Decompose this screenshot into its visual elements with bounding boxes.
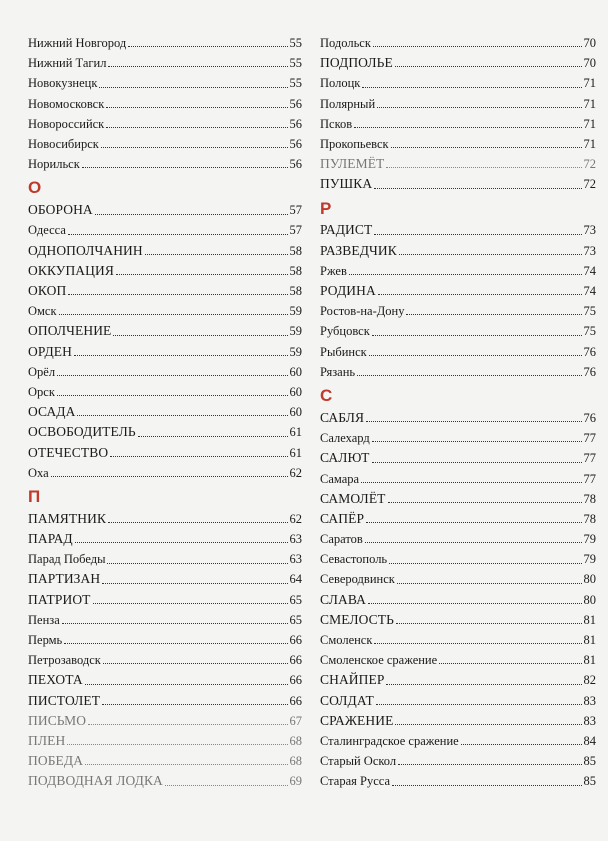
index-entry-term: Рыбинск xyxy=(320,344,367,359)
index-entry xyxy=(320,174,596,194)
dot-leader xyxy=(74,354,288,356)
dot-leader xyxy=(386,683,581,685)
index-entry-term: ПОБЕДА xyxy=(28,753,84,769)
dot-leader xyxy=(113,334,287,336)
index-entry-page-number: 56 xyxy=(289,136,302,151)
index-entry xyxy=(320,281,596,301)
index-entry-term: Старая Русса xyxy=(320,774,391,789)
index-entry xyxy=(28,200,302,220)
index-entry-term: Новомосковск xyxy=(28,96,105,111)
index-entry-page-number: 66 xyxy=(289,693,302,708)
dot-leader xyxy=(57,394,288,396)
index-entry xyxy=(320,53,596,73)
dot-leader xyxy=(95,213,288,215)
index-entry xyxy=(28,590,302,610)
dot-leader xyxy=(398,763,581,765)
dot-leader xyxy=(145,253,288,255)
index-entry-term: Ржев xyxy=(320,263,347,278)
index-entry xyxy=(28,301,302,321)
index-entry-term: ПИСТОЛЕТ xyxy=(28,692,101,708)
index-entry-term: Парад Победы xyxy=(28,552,106,567)
index-entry-page-number: 75 xyxy=(583,324,596,339)
index-entry xyxy=(28,73,302,93)
index-entry xyxy=(320,134,596,154)
dot-leader xyxy=(75,541,288,543)
index-entry-page-number: 55 xyxy=(289,56,302,71)
index-entry xyxy=(28,362,302,382)
index-entry-page-number: 75 xyxy=(583,304,596,319)
dot-leader xyxy=(373,45,582,47)
index-entry-page-number: 66 xyxy=(289,633,302,648)
section-letter-heading: Р xyxy=(320,198,332,218)
index-entry-term: Подольск xyxy=(320,35,371,50)
index-entry-page-number: 84 xyxy=(583,733,596,748)
index-entry-term: Пермь xyxy=(28,633,63,648)
dot-leader xyxy=(108,65,287,67)
index-entry-page-number: 79 xyxy=(583,532,596,547)
index-entry-term: Северодвинск xyxy=(320,572,395,587)
index-entry-term: САПЁР xyxy=(320,510,365,526)
dot-leader xyxy=(51,475,288,477)
dot-leader xyxy=(85,683,288,685)
dot-leader xyxy=(368,602,582,604)
index-entry-page-number: 62 xyxy=(289,511,302,526)
dot-leader xyxy=(374,187,581,189)
index-entry-page-number: 80 xyxy=(583,592,596,607)
section-letter-heading: П xyxy=(28,486,41,506)
dot-leader xyxy=(386,166,581,168)
index-entry xyxy=(28,53,302,73)
dot-leader xyxy=(361,481,581,483)
index-entry xyxy=(320,221,596,241)
index-entry-term: ОТЕЧЕСТВО xyxy=(28,444,109,460)
index-entry-page-number: 61 xyxy=(289,425,302,440)
index-entry-term: Норильск xyxy=(28,157,80,172)
dot-leader xyxy=(68,233,288,235)
index-entry xyxy=(28,261,302,281)
index-entry xyxy=(28,731,302,751)
index-entry-term: ПАРТИЗАН xyxy=(28,571,101,587)
index-entry-page-number: 61 xyxy=(289,445,302,460)
index-entry xyxy=(320,549,596,569)
index-entry xyxy=(320,428,596,448)
index-entry-page-number: 59 xyxy=(289,324,302,339)
index-entry-term: ПИСЬМО xyxy=(28,712,87,728)
dot-leader xyxy=(378,293,582,295)
index-entry-term: Одесса xyxy=(28,223,66,238)
index-entry-page-number: 55 xyxy=(289,35,302,50)
index-entry-page-number: 74 xyxy=(583,263,596,278)
index-entry xyxy=(28,771,302,791)
dot-leader xyxy=(82,166,288,168)
index-entry-page-number: 72 xyxy=(583,177,596,192)
dot-leader xyxy=(106,126,287,128)
index-entry xyxy=(320,751,596,771)
index-entry-page-number: 74 xyxy=(583,284,596,299)
index-entry-term: САБЛЯ xyxy=(320,409,365,425)
dot-leader xyxy=(68,293,287,295)
index-entry-term: СРАЖЕНИЕ xyxy=(320,712,394,728)
dot-leader xyxy=(107,562,287,564)
index-entry-term: Орёл xyxy=(28,364,56,379)
index-entry-term: Полярный xyxy=(320,96,376,111)
dot-leader xyxy=(461,743,582,745)
dot-leader xyxy=(392,784,581,786)
index-entry-term: СЛАВА xyxy=(320,591,366,607)
index-entry-page-number: 56 xyxy=(289,96,302,111)
index-entry-page-number: 71 xyxy=(583,136,596,151)
dot-leader xyxy=(62,622,288,624)
index-entry-page-number: 71 xyxy=(583,96,596,111)
index-entry-page-number: 81 xyxy=(583,612,596,627)
dot-leader xyxy=(59,313,288,315)
dot-leader xyxy=(439,662,581,664)
index-entry-term: РОДИНА xyxy=(320,283,376,299)
index-column-right xyxy=(320,33,596,792)
index-entry-term: Новокузнецк xyxy=(28,76,98,91)
index-entry-page-number: 83 xyxy=(583,713,596,728)
index-entry-page-number: 66 xyxy=(289,653,302,668)
index-entry-page-number: 78 xyxy=(583,491,596,506)
index-entry-page-number: 60 xyxy=(289,405,302,420)
index-entry xyxy=(28,94,302,114)
dot-leader xyxy=(389,562,581,564)
dot-leader xyxy=(110,455,287,457)
index-entry-term: Ростов-на-Дону xyxy=(320,304,405,319)
index-entry xyxy=(28,670,302,690)
index-entry-term: САЛЮТ xyxy=(320,450,370,466)
index-entry xyxy=(320,154,596,174)
index-entry-page-number: 63 xyxy=(289,532,302,547)
index-entry-term: Новороссийск xyxy=(28,116,105,131)
index-entry-page-number: 56 xyxy=(289,116,302,131)
index-entry-page-number: 70 xyxy=(583,35,596,50)
dot-leader xyxy=(102,703,287,705)
index-entry-term: ОСВОБОДИТЕЛЬ xyxy=(28,424,136,440)
index-entry xyxy=(320,650,596,670)
index-entry xyxy=(320,321,596,341)
index-entry-term: САМОЛЁТ xyxy=(320,490,386,506)
index-entry-page-number: 76 xyxy=(583,364,596,379)
dot-leader xyxy=(99,86,287,88)
dot-leader xyxy=(349,273,582,275)
index-entry-page-number: 71 xyxy=(583,116,596,131)
index-entry-term: ПАМЯТНИК xyxy=(28,510,107,526)
index-entry-page-number: 69 xyxy=(289,774,302,789)
index-entry-page-number: 85 xyxy=(583,774,596,789)
dot-leader xyxy=(406,313,581,315)
dot-leader xyxy=(397,582,582,584)
index-entry-term: Пенза xyxy=(28,612,60,627)
index-entry-page-number: 78 xyxy=(583,511,596,526)
dot-leader xyxy=(366,420,581,422)
index-entry xyxy=(320,731,596,751)
index-entry-term: ОПОЛЧЕНИЕ xyxy=(28,323,112,339)
dot-leader xyxy=(365,541,582,543)
index-entry-page-number: 73 xyxy=(583,223,596,238)
section-letter-heading: С xyxy=(320,386,333,405)
dot-leader xyxy=(399,253,582,255)
index-entry-term: Старый Оскол xyxy=(320,754,397,769)
dot-leader xyxy=(108,521,287,523)
index-entry xyxy=(320,630,596,650)
index-entry-term: РАЗВЕДЧИК xyxy=(320,242,397,258)
dot-leader xyxy=(366,521,581,523)
index-entry xyxy=(28,443,302,463)
index-entry-term: СОЛДАТ xyxy=(320,692,374,708)
index-entry xyxy=(28,630,302,650)
index-entry-page-number: 76 xyxy=(583,410,596,425)
index-entry xyxy=(28,33,302,53)
index-entry-term: Омск xyxy=(28,304,57,319)
index-entry-term: Новосибирск xyxy=(28,136,99,151)
index-entry xyxy=(320,73,596,93)
dot-leader xyxy=(57,374,287,376)
index-entry-term: Севастополь xyxy=(320,552,388,567)
dot-leader xyxy=(165,784,288,786)
index-entry-page-number: 76 xyxy=(583,344,596,359)
index-entry-page-number: 83 xyxy=(583,693,596,708)
index-entry-page-number: 68 xyxy=(289,754,302,769)
index-entry-page-number: 56 xyxy=(289,157,302,172)
dot-leader xyxy=(93,602,288,604)
index-entry-term: Прокопьевск xyxy=(320,136,389,151)
index-entry-page-number: 77 xyxy=(583,471,596,486)
index-entry-page-number: 68 xyxy=(289,733,302,748)
index-entry-term: ОКОП xyxy=(28,283,67,299)
index-entry xyxy=(28,321,302,341)
index-entry xyxy=(320,114,596,134)
index-entry xyxy=(320,33,596,53)
index-entry-page-number: 81 xyxy=(583,653,596,668)
dot-leader xyxy=(101,146,288,148)
index-entry-term: Петрозаводск xyxy=(28,653,101,668)
index-entry-term: ОДНОПОЛЧАНИН xyxy=(28,242,143,258)
index-entry xyxy=(320,362,596,382)
dot-leader xyxy=(396,622,582,624)
index-entry-term: ОСАДА xyxy=(28,404,76,420)
index-entry xyxy=(320,771,596,791)
index-entry xyxy=(28,402,302,422)
index-entry xyxy=(28,650,302,670)
index-entry-term: ОБОРОНА xyxy=(28,202,93,218)
index-entry-term: Саратов xyxy=(320,532,363,547)
index-entry-page-number: 71 xyxy=(583,76,596,91)
dot-leader xyxy=(372,440,582,442)
index-entry xyxy=(28,114,302,134)
section-letter-heading: О xyxy=(28,178,42,198)
dot-leader xyxy=(88,723,287,725)
index-entry xyxy=(28,221,302,241)
index-entry-page-number: 77 xyxy=(583,451,596,466)
index-entry-page-number: 65 xyxy=(289,592,302,607)
index-entry xyxy=(320,261,596,281)
index-entry-term: Рубцовск xyxy=(320,324,370,339)
index-entry xyxy=(28,529,302,549)
dot-leader xyxy=(374,233,581,235)
index-entry-page-number: 62 xyxy=(289,465,302,480)
index-entry xyxy=(28,134,302,154)
index-entry xyxy=(320,408,596,428)
dot-leader xyxy=(395,65,582,67)
dot-leader xyxy=(357,374,581,376)
index-entry xyxy=(320,610,596,630)
index-entry-term: РАДИСТ xyxy=(320,222,373,238)
dot-leader xyxy=(64,642,287,644)
index-entry-term: Салехард xyxy=(320,431,370,446)
index-entry xyxy=(320,529,596,549)
index-entry xyxy=(320,670,596,690)
index-entry-page-number: 67 xyxy=(289,713,302,728)
index-entry xyxy=(28,570,302,590)
index-entry xyxy=(320,711,596,731)
index-entry-term: Оха xyxy=(28,465,49,480)
index-entry-term: ПУШКА xyxy=(320,176,373,192)
index-entry xyxy=(28,154,302,174)
index-entry xyxy=(28,342,302,362)
dot-leader xyxy=(103,662,288,664)
index-entry xyxy=(320,509,596,529)
index-entry xyxy=(28,751,302,771)
index-entry-term: ПОДВОДНАЯ ЛОДКА xyxy=(28,773,163,789)
index-entry-term: Полоцк xyxy=(320,76,361,91)
index-entry xyxy=(320,691,596,711)
index-entry xyxy=(28,382,302,402)
dot-leader xyxy=(395,723,581,725)
index-entry-page-number: 58 xyxy=(289,243,302,258)
index-entry-term: ПУЛЕМЁТ xyxy=(320,156,385,172)
dot-leader xyxy=(377,106,581,108)
index-entry-page-number: 55 xyxy=(289,76,302,91)
index-entry xyxy=(28,711,302,731)
dot-leader xyxy=(374,642,581,644)
index-entry-page-number: 77 xyxy=(583,431,596,446)
dot-leader xyxy=(369,354,582,356)
index-entry xyxy=(28,241,302,261)
index-entry-term: Орск xyxy=(28,384,55,399)
index-entry-page-number: 58 xyxy=(289,263,302,278)
index-entry-term: Псков xyxy=(320,116,353,131)
index-entry xyxy=(320,489,596,509)
index-entry-page-number: 64 xyxy=(289,572,302,587)
index-entry xyxy=(320,448,596,468)
index-entry-page-number: 57 xyxy=(289,223,302,238)
dot-leader xyxy=(67,743,287,745)
index-entry-page-number: 79 xyxy=(583,552,596,567)
index-entry-term: ПЛЕН xyxy=(28,732,66,748)
index-entry xyxy=(28,281,302,301)
index-entry-term: Смоленск xyxy=(320,633,373,648)
index-entry-term: Нижний Новгород xyxy=(28,35,127,50)
index-entry xyxy=(320,342,596,362)
dot-leader xyxy=(376,703,582,705)
dot-leader xyxy=(362,86,581,88)
index-entry-term: ОККУПАЦИЯ xyxy=(28,262,114,278)
index-entry-term: ОРДЕН xyxy=(28,343,72,359)
index-entry-page-number: 60 xyxy=(289,364,302,379)
dot-leader xyxy=(85,763,287,765)
index-entry-page-number: 66 xyxy=(289,673,302,688)
index-entry-page-number: 80 xyxy=(583,572,596,587)
index-entry xyxy=(320,241,596,261)
index-entry-page-number: 85 xyxy=(583,754,596,769)
dot-leader xyxy=(128,45,287,47)
dot-leader xyxy=(138,435,288,437)
index-entry xyxy=(320,590,596,610)
index-entry xyxy=(320,570,596,590)
index-entry-page-number: 57 xyxy=(289,203,302,218)
index-entry-page-number: 81 xyxy=(583,633,596,648)
dot-leader xyxy=(372,334,582,336)
dot-leader xyxy=(388,501,582,503)
index-entry-page-number: 63 xyxy=(289,552,302,567)
index-entry-page-number: 59 xyxy=(289,344,302,359)
dot-leader xyxy=(354,126,581,128)
index-entry xyxy=(28,509,302,529)
index-entry-page-number: 73 xyxy=(583,243,596,258)
dot-leader xyxy=(102,582,287,584)
index-entry xyxy=(320,301,596,321)
dot-leader xyxy=(116,273,288,275)
index-entry-term: СНАЙПЕР xyxy=(320,672,385,688)
index-entry-page-number: 72 xyxy=(583,157,596,172)
index-entry xyxy=(28,549,302,569)
index-entry-term: ПАТРИОТ xyxy=(28,591,91,607)
index-entry-page-number: 60 xyxy=(289,384,302,399)
index-entry-term: Рязань xyxy=(320,364,356,379)
index-entry xyxy=(28,691,302,711)
index-entry-term: Сталинградское сражение xyxy=(320,733,459,748)
index-entry xyxy=(28,463,302,483)
index-entry-term: ПАРАД xyxy=(28,531,73,547)
index-column-left xyxy=(28,33,302,792)
index-entry-page-number: 82 xyxy=(583,673,596,688)
index-entry-page-number: 70 xyxy=(583,56,596,71)
index-entry xyxy=(320,469,596,489)
dot-leader xyxy=(372,461,582,463)
index-entry-term: Смоленское сражение xyxy=(320,653,438,668)
dot-leader xyxy=(77,414,287,416)
index-entry xyxy=(28,422,302,442)
dot-leader xyxy=(106,106,287,108)
index-entry xyxy=(320,94,596,114)
dot-leader xyxy=(391,146,582,148)
index-entry-term: СМЕЛОСТЬ xyxy=(320,611,394,627)
index-entry-term: Нижний Тагил xyxy=(28,56,107,71)
index-entry xyxy=(28,610,302,630)
index-entry-term: ПЕХОТА xyxy=(28,672,83,688)
index-entry-term: ПОДПОЛЬЕ xyxy=(320,55,393,71)
index-entry-page-number: 65 xyxy=(289,612,302,627)
index-entry-page-number: 59 xyxy=(289,304,302,319)
index-entry-page-number: 58 xyxy=(289,284,302,299)
index-entry-term: Самара xyxy=(320,471,360,486)
